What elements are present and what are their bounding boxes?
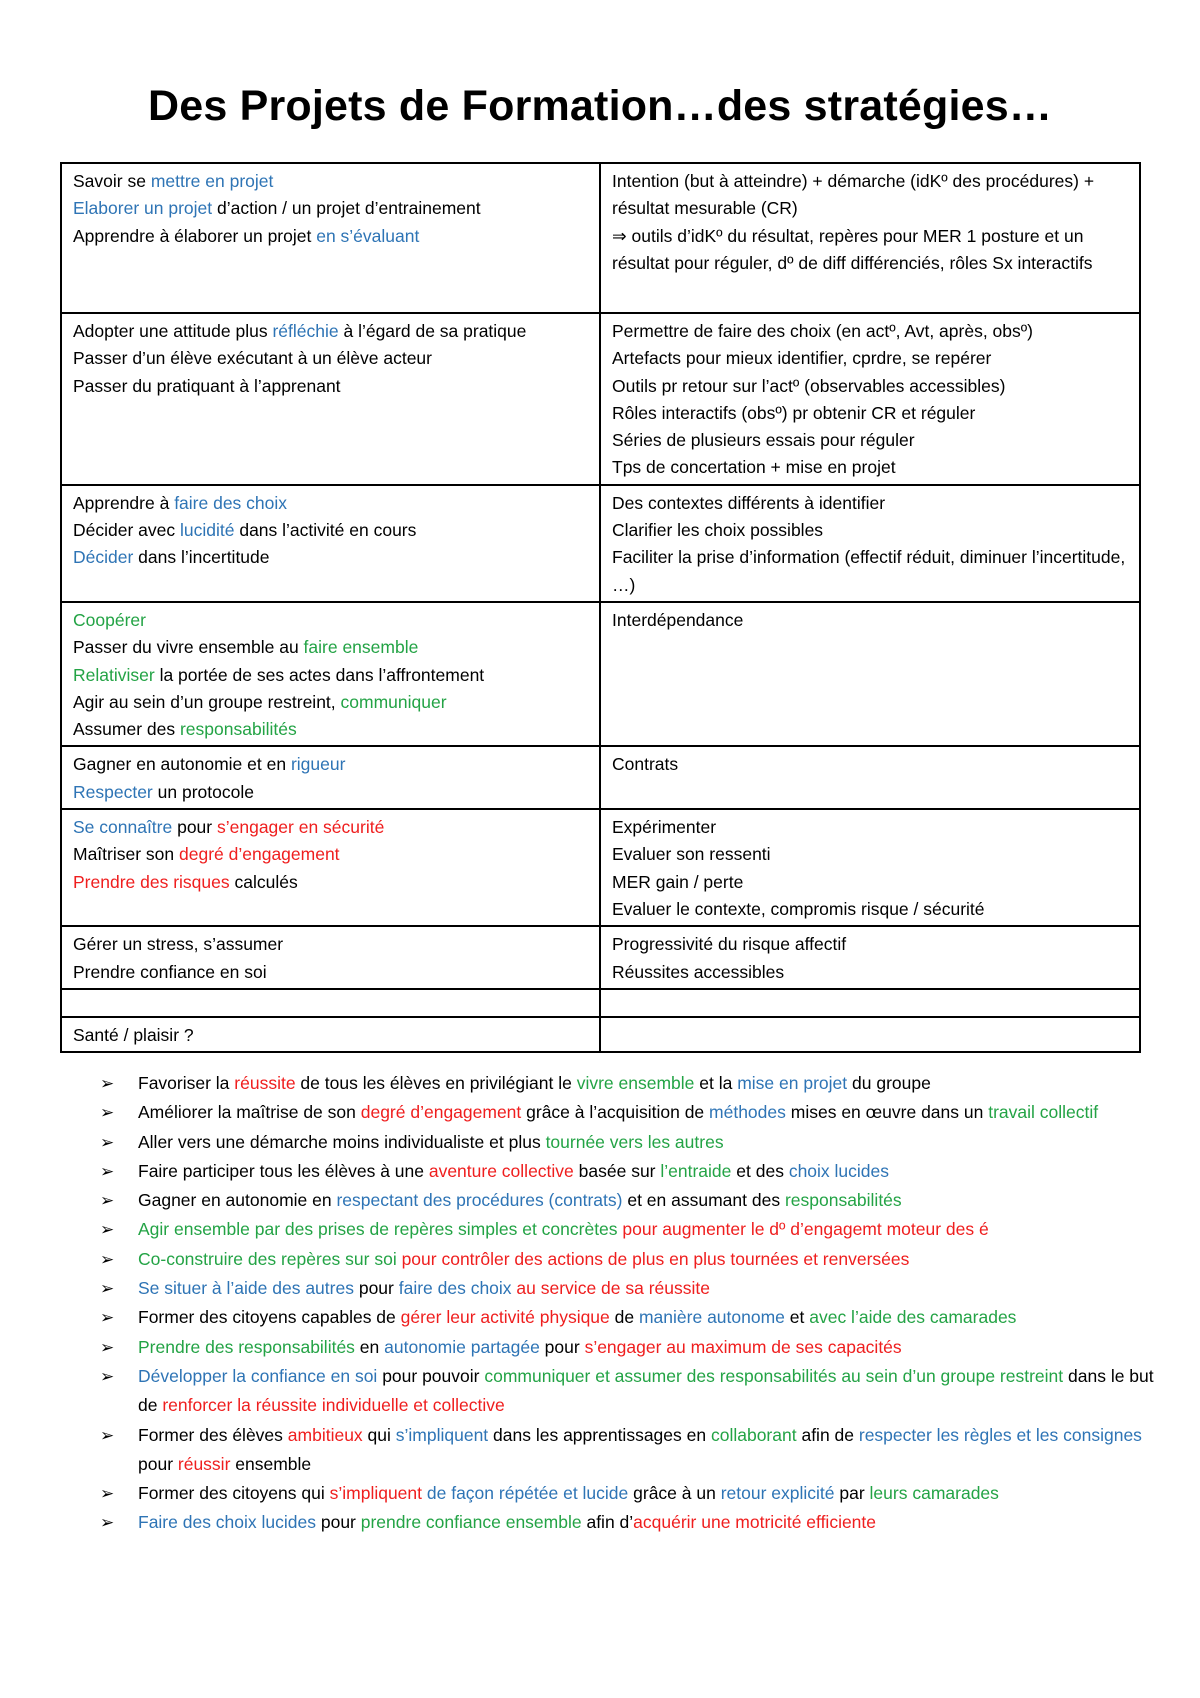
text-segment: Aller vers une démarche moins individualiste et plus	[138, 1131, 546, 1152]
text-segment: dans le but de	[138, 1365, 1154, 1416]
text-segment: Outils pr retour sur l’actº (observables accessibles)	[612, 375, 1006, 396]
strategies-table	[60, 162, 1141, 1053]
text-segment: respectant des procédures (contrats)	[336, 1190, 623, 1211]
text-segment: aventure collective	[428, 1160, 574, 1181]
text-segment: Faire des choix lucides	[138, 1512, 316, 1533]
text-segment: retour explicité	[720, 1483, 835, 1504]
text-segment: par	[834, 1483, 870, 1504]
cell-line	[73, 345, 589, 372]
text-segment: Progressivité du risque affectif	[612, 934, 847, 955]
arrowhead-bullet-icon: ➢	[100, 1279, 115, 1299]
cell-line	[73, 223, 589, 250]
table-row	[61, 989, 1140, 1017]
text-segment: Evaluer son ressenti	[612, 844, 771, 865]
text-segment: Elaborer un projet	[73, 198, 213, 219]
text-segment: Expérimenter	[612, 817, 717, 838]
text-segment: renforcer la réussite individuelle et collective	[162, 1395, 505, 1416]
text-segment: et la	[694, 1073, 738, 1093]
text-segment: méthodes	[709, 1102, 786, 1123]
arrowhead-bullet-icon: ➢	[100, 1484, 115, 1504]
text-segment: et des	[731, 1160, 789, 1181]
text-segment: faire ensemble	[303, 637, 419, 658]
text-segment: Clarifier les choix possibles	[612, 520, 824, 541]
cell-line	[73, 751, 589, 778]
text-segment: ensemble	[230, 1453, 312, 1474]
goal-item	[100, 1303, 1160, 1332]
text-segment: mettre en projet	[150, 171, 274, 191]
cell-line	[612, 490, 1129, 517]
arrowhead-bullet-icon: ➢	[100, 1220, 115, 1240]
arrowhead-bullet-icon: ➢	[100, 1513, 115, 1533]
text-segment: mises en œuvre dans un	[785, 1102, 989, 1123]
text-segment: Gérer un stress, s’assumer	[73, 934, 284, 955]
strategy-cell	[600, 926, 1140, 989]
text-segment: grâce à l’acquisition de	[521, 1102, 710, 1123]
cell-line	[73, 959, 589, 986]
cell-line	[612, 896, 1129, 923]
text-segment: dans l’activité en cours	[234, 520, 417, 541]
goal-item	[100, 1479, 1160, 1508]
goal-item	[100, 1333, 1160, 1362]
cell-line	[73, 662, 589, 689]
text-segment: vivre ensemble	[576, 1073, 695, 1093]
strategy-cell	[600, 163, 1140, 313]
cell-line	[612, 931, 1129, 958]
strategy-cell	[600, 485, 1140, 602]
strategy-cell	[600, 313, 1140, 485]
cell-line	[612, 223, 1129, 278]
text-segment: pour	[138, 1453, 178, 1474]
cell-line	[612, 345, 1129, 372]
cell-line	[73, 544, 589, 571]
cell-line	[73, 689, 589, 716]
cell-line	[612, 814, 1129, 841]
text-segment: pour	[353, 1278, 399, 1299]
text-segment: degré d’engagement	[179, 844, 340, 865]
text-segment: afin d’	[581, 1512, 634, 1533]
text-segment: Former des citoyens qui	[138, 1483, 330, 1504]
goal-item	[100, 1186, 1160, 1215]
goal-item	[100, 1508, 1160, 1537]
goal-item	[100, 1098, 1160, 1127]
table-row	[61, 313, 1140, 485]
cell-line	[612, 427, 1129, 454]
strategy-cell	[600, 809, 1140, 926]
text-segment: responsabilités	[784, 1190, 902, 1211]
goal-item	[100, 1362, 1160, 1421]
text-segment: pour	[172, 817, 217, 838]
text-segment: Rôles interactifs (obsº) pr obtenir CR et réguler	[612, 402, 976, 423]
text-segment: communiquer et assumer des responsabilités au sein d’un groupe restreint	[484, 1365, 1064, 1386]
table-row	[61, 485, 1140, 602]
cell-line	[73, 931, 589, 958]
objective-cell	[61, 809, 600, 926]
text-segment: pour pouvoir	[377, 1365, 485, 1386]
text-segment: Se situer à l’aide des autres	[138, 1278, 354, 1299]
cell-line	[612, 959, 1129, 986]
arrowhead-bullet-icon: ➢	[100, 1191, 115, 1211]
text-segment: ⇒ outils d’idKº du résultat, repères pour MER 1 posture et un résultat pour réguler, dº de diff différenciés, rôles Sx interactifs	[612, 225, 1093, 273]
arrowhead-bullet-icon: ➢	[100, 1425, 115, 1445]
objective-cell	[61, 1017, 600, 1052]
text-segment: Des contextes différents à identifier	[612, 492, 886, 513]
text-segment: faire des choix	[174, 492, 288, 513]
cell-line	[612, 544, 1129, 599]
text-segment: de tous les élèves en privilégiant le	[295, 1073, 577, 1093]
page-title: Des Projets de Formation…des stratégies…	[147, 82, 1053, 130]
goal-item	[100, 1069, 1160, 1098]
text-segment: s’impliquent	[329, 1483, 423, 1504]
objective-cell	[61, 746, 600, 809]
text-segment: réussite	[234, 1073, 296, 1093]
cell-line	[612, 454, 1129, 481]
text-segment: degré d’engagement	[360, 1102, 522, 1123]
arrowhead-bullet-icon: ➢	[100, 1103, 115, 1123]
text-segment: grâce à un	[628, 1483, 721, 1504]
text-segment: lucidité	[180, 520, 235, 541]
text-segment: Passer du pratiquant à l’apprenant	[73, 375, 341, 396]
goals-list	[100, 1069, 1160, 1538]
cell-line	[612, 318, 1129, 345]
text-segment: Gagner en autonomie en	[138, 1190, 337, 1211]
text-segment: Agir au sein d’un groupe restreint,	[73, 691, 341, 712]
text-segment: gérer leur activité physique	[400, 1307, 610, 1328]
goal-item	[100, 1274, 1160, 1303]
table-row	[61, 809, 1140, 926]
arrowhead-bullet-icon: ➢	[100, 1074, 115, 1093]
text-segment: Favoriser la	[138, 1073, 235, 1093]
objective-cell	[61, 163, 600, 313]
cell-line	[612, 841, 1129, 868]
text-segment: Faire participer tous les élèves à une	[138, 1160, 429, 1181]
text-segment: Relativiser	[73, 664, 155, 685]
text-segment: Développer la confiance en soi	[138, 1365, 378, 1386]
text-segment: responsabilités	[179, 719, 297, 740]
text-segment: Former des citoyens capables de	[138, 1307, 401, 1328]
objective-cell	[61, 989, 600, 1017]
cell-line	[612, 373, 1129, 400]
text-segment: Santé / plaisir ?	[73, 1024, 194, 1045]
strategy-cell	[600, 1017, 1140, 1052]
text-segment: à l’égard de sa pratique	[338, 321, 527, 341]
text-segment: Coopérer	[73, 609, 146, 630]
text-segment: s’engager en sécurité	[216, 817, 385, 838]
objective-cell	[61, 926, 600, 989]
strategy-cell	[600, 602, 1140, 746]
goal-item	[100, 1157, 1160, 1186]
text-segment: du groupe	[847, 1073, 931, 1093]
text-segment: pour contrôler des actions de plus en plus tournées et renversées	[401, 1248, 910, 1269]
text-segment: Gagner en autonomie et en	[73, 754, 291, 775]
objective-cell	[61, 485, 600, 602]
cell-line	[73, 607, 589, 634]
text-segment: Assumer des	[73, 719, 180, 740]
text-segment: travail collectif	[988, 1102, 1099, 1123]
text-segment: réfléchie	[272, 321, 339, 341]
text-segment: leurs camarades	[869, 1483, 999, 1504]
text-segment: réussir	[177, 1453, 231, 1474]
goal-item	[100, 1421, 1160, 1480]
table-row	[61, 163, 1140, 313]
text-segment: avec l’aide des camarades	[809, 1307, 1017, 1328]
text-segment: un protocole	[152, 781, 254, 802]
table-row	[61, 602, 1140, 746]
strategy-cell	[600, 989, 1140, 1017]
text-segment: dans les apprentissages en	[488, 1424, 711, 1445]
text-segment: en s’évaluant	[316, 225, 420, 246]
cell-line	[73, 634, 589, 661]
arrowhead-bullet-icon: ➢	[100, 1249, 115, 1269]
cell-line	[73, 318, 589, 345]
table-body	[61, 163, 1140, 1052]
text-segment: s’engager au maximum de ses capacités	[584, 1336, 902, 1357]
text-segment: Interdépendance	[612, 609, 744, 630]
cell-line	[612, 168, 1129, 223]
text-segment: afin de	[796, 1424, 859, 1445]
text-segment: Réussites accessibles	[612, 961, 785, 982]
text-segment: s’impliquent	[395, 1424, 489, 1445]
text-segment: la portée de ses actes dans l’affrontement	[154, 664, 485, 685]
cell-line	[73, 517, 589, 544]
goal-item	[100, 1215, 1160, 1244]
text-segment: Faciliter la prise d’information (effectif réduit, diminuer l’incertitude, …)	[612, 547, 1126, 595]
cell-line	[73, 195, 589, 222]
cell-line	[73, 1022, 589, 1049]
objective-cell	[61, 602, 600, 746]
text-segment: Améliorer la maîtrise de son	[138, 1102, 361, 1123]
arrowhead-bullet-icon: ➢	[100, 1132, 115, 1152]
text-segment: Prendre des responsabilités	[138, 1336, 355, 1357]
strategy-cell	[600, 746, 1140, 809]
text-segment: autonomie partagée	[384, 1336, 540, 1357]
cell-line	[612, 607, 1129, 634]
text-segment: Prendre confiance en soi	[73, 961, 267, 982]
text-segment: rigueur	[290, 754, 346, 775]
text-segment: de façon répétée et lucide	[422, 1483, 629, 1504]
text-segment: Evaluer le contexte, compromis risque / sécurité	[612, 898, 985, 919]
arrowhead-bullet-icon: ➢	[100, 1308, 115, 1328]
text-segment: pour	[316, 1512, 361, 1533]
text-segment: Intention (but à atteindre) + démarche (idKº des procédures) + résultat mesurable (CR)	[612, 171, 1095, 219]
text-segment: Décider avec	[73, 520, 180, 541]
text-segment: pour	[539, 1336, 585, 1357]
text-segment: l’entraide	[660, 1160, 732, 1181]
arrowhead-bullet-icon: ➢	[100, 1161, 115, 1181]
text-segment: d’action / un projet d’entrainement	[212, 198, 481, 219]
text-segment: Passer du vivre ensemble au	[73, 637, 304, 658]
text-segment: faire des choix	[398, 1278, 512, 1299]
cell-line	[73, 814, 589, 841]
text-segment: basée sur	[573, 1160, 661, 1181]
text-segment: Permettre de faire des choix (en actº, Avt, après, obsº)	[612, 321, 1033, 341]
text-segment: calculés	[229, 871, 298, 892]
text-segment: dans l’incertitude	[133, 547, 270, 568]
text-segment: Former des élèves	[138, 1424, 288, 1445]
cell-line	[612, 400, 1129, 427]
cell-line	[73, 490, 589, 517]
text-segment: qui	[362, 1424, 396, 1445]
text-segment: prendre confiance ensemble	[360, 1512, 582, 1533]
text-segment: Co-construire des repères sur soi	[138, 1248, 402, 1269]
text-segment: Savoir se	[73, 171, 151, 191]
cell-line	[73, 841, 589, 868]
text-segment: mise en projet	[737, 1073, 848, 1093]
text-segment: Se connaître	[73, 817, 173, 838]
text-segment: Séries de plusieurs essais pour réguler	[612, 430, 915, 451]
text-segment: Adopter une attitude plus	[73, 321, 273, 341]
table-row	[61, 1017, 1140, 1052]
arrowhead-bullet-icon: ➢	[100, 1337, 115, 1357]
text-segment: respecter les règles et les consignes	[858, 1424, 1142, 1445]
cell-line	[612, 517, 1129, 544]
text-segment: collaborant	[710, 1424, 797, 1445]
text-segment: Respecter	[73, 781, 153, 802]
text-segment: au service de sa réussite	[511, 1278, 710, 1299]
text-segment: Apprendre à	[73, 492, 175, 513]
text-segment: et	[784, 1307, 810, 1328]
objective-cell	[61, 313, 600, 485]
table-row	[61, 926, 1140, 989]
cell-line	[73, 716, 589, 743]
cell-line	[73, 168, 589, 195]
cell-line	[73, 869, 589, 896]
text-segment: tournée vers les autres	[545, 1131, 724, 1152]
text-segment: Artefacts pour mieux identifier, cprdre, se repérer	[612, 348, 992, 369]
text-segment: Tps de concertation + mise en projet	[612, 457, 896, 478]
text-segment: de	[609, 1307, 639, 1328]
text-segment: pour augmenter le dº d’engagemt moteur des é	[622, 1219, 989, 1240]
text-segment: ambitieux	[287, 1424, 363, 1445]
cell-line	[612, 751, 1129, 778]
goal-item	[100, 1128, 1160, 1157]
text-segment: Prendre des risques	[73, 871, 230, 892]
text-segment: choix lucides	[788, 1160, 890, 1181]
cell-line	[73, 779, 589, 806]
text-segment: Contrats	[612, 754, 679, 775]
arrowhead-bullet-icon: ➢	[100, 1366, 115, 1386]
text-segment: Apprendre à élaborer un projet	[73, 225, 317, 246]
cell-line	[73, 373, 589, 400]
text-segment: manière autonome	[638, 1307, 785, 1328]
text-segment: Décider	[73, 547, 134, 568]
text-segment: Agir ensemble par des prises de repères simples et concrètes	[138, 1219, 623, 1240]
text-segment: Passer d’un élève exécutant à un élève acteur	[73, 348, 432, 369]
text-segment: communiquer	[340, 691, 447, 712]
text-segment: Maîtriser son	[73, 844, 179, 865]
text-segment: en	[354, 1336, 385, 1357]
text-segment: acquérir une motricité efficiente	[633, 1512, 877, 1533]
cell-line	[612, 869, 1129, 896]
text-segment: et en assumant des	[622, 1190, 785, 1211]
goal-item	[100, 1245, 1160, 1274]
text-segment: MER gain / perte	[612, 871, 744, 892]
table-row	[61, 746, 1140, 809]
